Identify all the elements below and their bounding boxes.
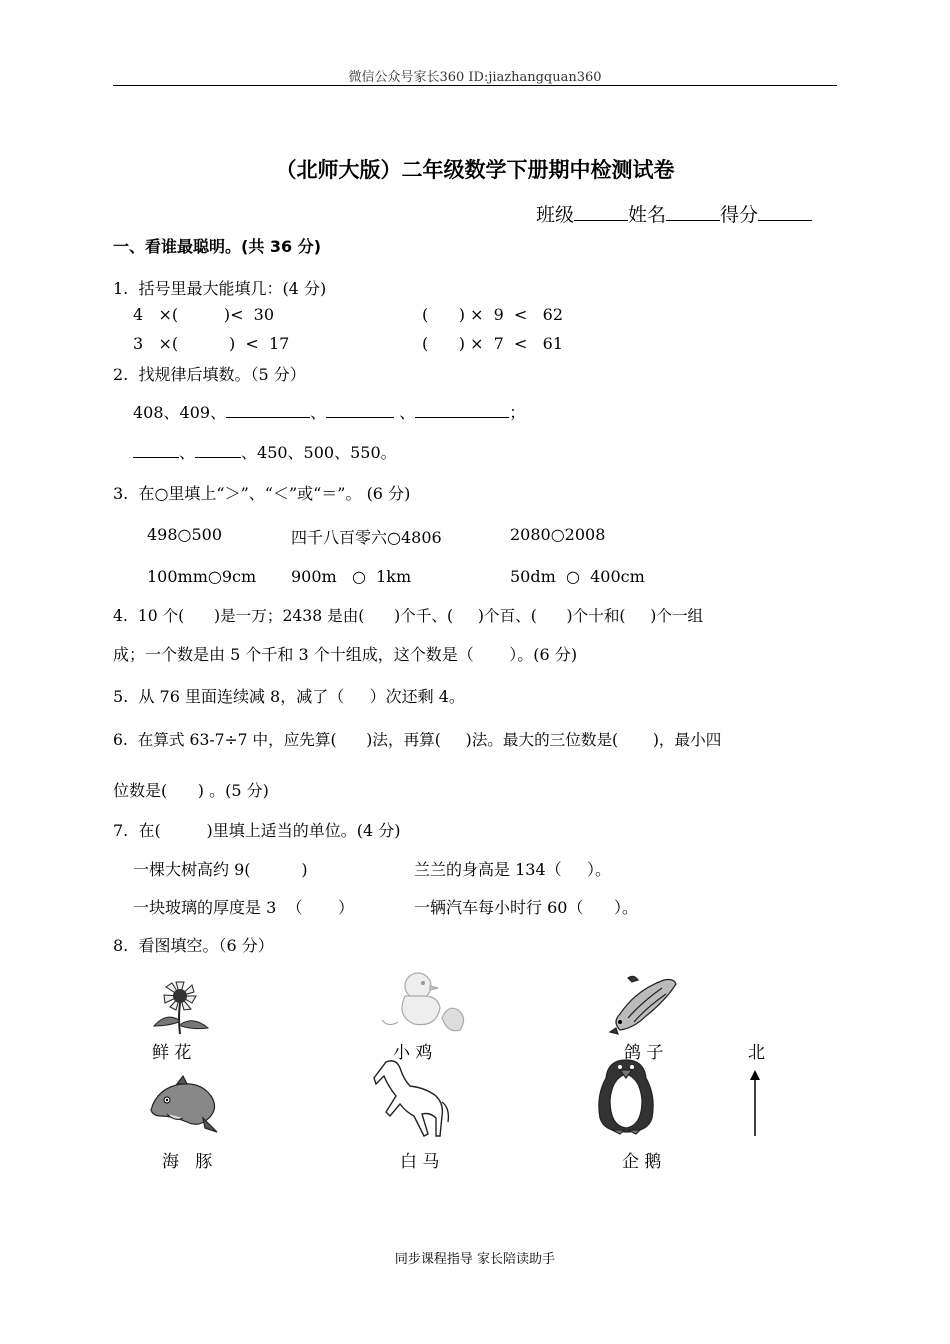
q2-sep: 、 bbox=[394, 403, 416, 422]
class-label: 班级 bbox=[536, 204, 575, 226]
page-header: 微信公众号家长360 ID:jiazhangquan360 bbox=[348, 70, 602, 85]
q3-item-c: 2080○2008 bbox=[510, 525, 606, 544]
q2-line1 bbox=[133, 400, 525, 423]
q1-row1-right: ( ) × 9 < 62 bbox=[422, 305, 564, 324]
class-blank[interactable] bbox=[574, 206, 628, 221]
header-rule bbox=[113, 85, 837, 86]
q2-title: 2. 找规律后填数。（5 分） bbox=[113, 365, 306, 384]
label-dolphin: 海 豚 bbox=[162, 1152, 213, 1172]
q2-blank-1[interactable] bbox=[226, 403, 310, 418]
q3-item-e: 900m ○ 1km bbox=[291, 567, 412, 586]
q6-line1: 6. 在算式 63-7÷7 中，应先算( )法，再算( )法。最大的三位数是( )，最小四 bbox=[113, 731, 722, 749]
q2-sep: 、 bbox=[179, 443, 196, 462]
label-horse: 白 马 bbox=[400, 1152, 440, 1172]
q8-title: 8. 看图填空。（6 分） bbox=[113, 936, 274, 955]
q2-sequence-start: 408、409、 bbox=[133, 403, 227, 422]
q7-item-d: 一辆汽车每小时行 60（ ）。 bbox=[414, 898, 638, 917]
label-pigeon: 鸽 子 bbox=[624, 1043, 664, 1063]
dolphin-icon bbox=[147, 1074, 225, 1138]
q3-item-a: 498○500 bbox=[147, 525, 223, 544]
q1-title: 1. 括号里最大能填几：(4 分) bbox=[113, 279, 327, 298]
north-arrow-icon bbox=[748, 1068, 762, 1138]
label-chick: 小 鸡 bbox=[393, 1043, 433, 1063]
pigeon-icon bbox=[606, 970, 680, 1038]
score-blank[interactable] bbox=[758, 206, 812, 221]
page-footer: 同步课程指导 家长陪读助手 bbox=[394, 1252, 556, 1267]
q5-text: 5. 从 76 里面连续减 8，减了（ ）次还剩 4。 bbox=[113, 687, 465, 706]
q2-blank-3[interactable] bbox=[415, 403, 509, 418]
horse-icon bbox=[370, 1056, 454, 1140]
label-penguin: 企 鹅 bbox=[622, 1152, 662, 1172]
section-heading: 一、看谁最聪明。(共 36 分) bbox=[113, 237, 322, 256]
q2-line2 bbox=[133, 440, 397, 463]
q4-line2: 成；一个数是由 5 个千和 3 个十组成，这个数是（ ）。(6 分) bbox=[113, 645, 578, 664]
q2-blank-2[interactable] bbox=[326, 403, 394, 418]
name-blank[interactable] bbox=[666, 206, 720, 221]
q7-item-c: 一块玻璃的厚度是 3 （ ） bbox=[133, 898, 355, 917]
score-label: 得分 bbox=[720, 204, 759, 226]
q6-line2: 位数是( ) 。(5 分) bbox=[113, 781, 269, 800]
q7-title: 7. 在( )里填上适当的单位。(4 分) bbox=[113, 821, 401, 840]
label-north: 北 bbox=[748, 1043, 765, 1063]
q1-row1-left: 4 ×( )< 30 bbox=[133, 305, 275, 324]
penguin-icon bbox=[594, 1056, 658, 1136]
chick-icon bbox=[378, 968, 470, 1036]
q7-item-a: 一棵大树高约 9( ) bbox=[133, 860, 308, 879]
q2-end: ； bbox=[509, 403, 526, 422]
name-label: 姓名 bbox=[628, 204, 667, 226]
flower-icon bbox=[148, 978, 212, 1036]
q1-row2-left: 3 ×( ) < 17 bbox=[133, 334, 290, 353]
q3-item-f: 50dm ○ 400cm bbox=[510, 567, 645, 586]
q2-blank-5[interactable] bbox=[195, 443, 241, 458]
q1-row2-right: ( ) × 7 < 61 bbox=[422, 334, 564, 353]
q3-item-b: 四千八百零六○4806 bbox=[291, 528, 442, 547]
q2-blank-4[interactable] bbox=[133, 443, 179, 458]
q3-item-d: 100mm○9cm bbox=[147, 567, 257, 586]
q2-sequence-end: 、450、500、550。 bbox=[241, 443, 397, 462]
student-info bbox=[536, 200, 812, 227]
q7-item-b: 兰兰的身高是 134（ ）。 bbox=[414, 860, 612, 879]
q3-title: 3. 在○里填上“＞”、“＜”或“＝”。 (6 分) bbox=[113, 484, 411, 503]
q2-sep: 、 bbox=[310, 403, 327, 422]
page-title: （北师大版）二年级数学下册期中检测试卷 bbox=[275, 158, 675, 182]
label-flower: 鲜 花 bbox=[152, 1043, 192, 1063]
q4-line1: 4. 10 个( )是一万；2438 是由( )个千、( )个百、( )个十和( )个一组 bbox=[113, 607, 704, 625]
